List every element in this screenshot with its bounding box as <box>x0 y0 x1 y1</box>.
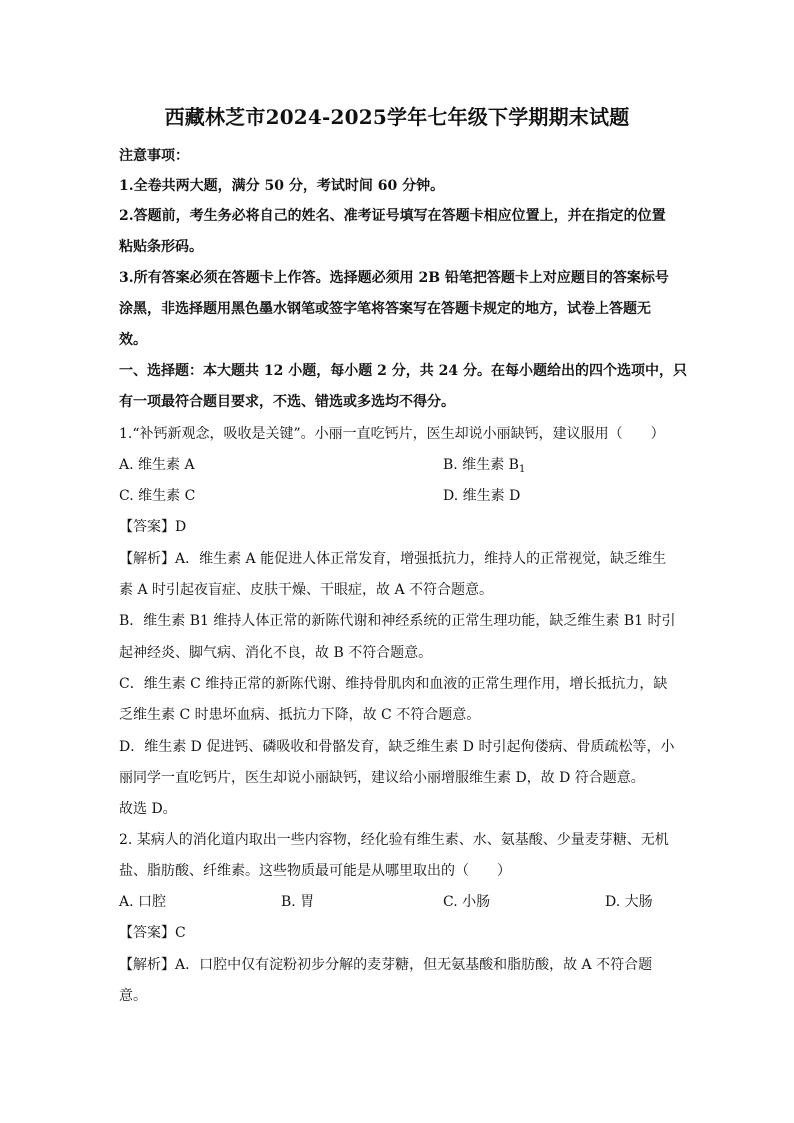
notice-item-3-line-2: 涂黑，非选择题用黑色墨水钢笔或签字笔将答案写在答题卡规定的地方，试卷上答题无 <box>119 301 651 317</box>
question-1-analysis-line: C．维生素 C 维持正常的新陈代谢、维持骨肌肉和血液的正常生理作用，增长抵抗力，缺 <box>119 676 668 692</box>
question-1-analysis-line: D．维生素 D 促进钙、磷吸收和骨骼发育，缺乏维生素 D 时引起佝偻病、骨质疏松等，小 <box>119 739 675 755</box>
question-1-analysis-line: 乏维生素 C 时患坏血病、抵抗力下降，故 C 不符合题意。 <box>119 707 481 723</box>
question-1-option-b: B. 维生素 $B_1$ <box>443 457 526 475</box>
question-2-option-b: B. 胃 <box>281 894 315 910</box>
question-2-option-d: D. 大肠 <box>605 894 653 910</box>
question-2-answer: 【答案】C <box>119 925 186 941</box>
question-1-answer: 【答案】D <box>119 519 187 535</box>
question-1-stem: 1.“补钙新观念，吸收是关键”。小丽一直吃钙片，医生却说小丽缺钙，建议服用（ ） <box>119 426 665 442</box>
question-2-analysis-line: 意。 <box>119 988 147 1004</box>
notice-item-1: 1.全卷共两大题，满分 50 分，考试时间 60 分钟。 <box>119 178 445 194</box>
question-1-option-c: C. 维生素 C <box>119 488 196 504</box>
question-1-option-a: A. 维生素 A <box>119 457 195 473</box>
notice-item-2-line-1: 2.答题前，考生务必将自己的姓名、准考证号填写在答题卡相应位置上，并在指定的位置 <box>119 208 666 224</box>
question-2-analysis-line: 【解析】A．口腔中仅有淀粉初步分解的麦芽糖，但无氨基酸和脂肪酸，故 A 不符合题 <box>119 957 653 973</box>
question-2-option-c: C. 小肠 <box>443 894 491 910</box>
question-1-option-d: D. 维生素 D <box>443 488 521 504</box>
section-heading-line-1: 一、选择题：本大题共 12 小题，每小题 2 分，共 24 分。在每小题给出的四个选项中，只 <box>119 363 687 379</box>
question-1-conclusion: 故选 D。 <box>119 801 177 817</box>
notice-item-2-line-2: 粘贴条形码。 <box>119 239 203 255</box>
notice-item-3-line-1: 3.所有答案必须在答题卡上作答。选择题必须用 2B 铅笔把答题卡上对应题目的答案标号 <box>119 270 669 286</box>
document-title: 西藏林芝市2024-2025学年七年级下学期期末试题 <box>164 105 630 129</box>
notice-item-3-line-3: 效。 <box>119 332 147 348</box>
question-1-analysis-line: 丽同学一直吃钙片，医生却说小丽缺钙，建议给小丽增服维生素 D，故 D 符合题意。 <box>119 770 645 786</box>
question-2-stem-line-2: 盐、脂肪酸、纤维素。这些物质最可能是从哪里取出的（ ） <box>119 863 511 879</box>
question-1-analysis-line: 素 A 时引起夜盲症、皮肤干燥、干眼症，故 A 不符合题意。 <box>119 582 494 598</box>
question-1-analysis-line: 【解析】A．维生素 A 能促进人体正常发育，增强抵抗力，维持人的正常视觉，缺乏维生 <box>119 551 667 567</box>
section-heading-line-2: 有一项最符合题目要求，不选、错选或多选均不得分。 <box>119 394 455 410</box>
question-1-analysis-line: B．维生素 B1 维持人体正常的新陈代谢和神经系统的正常生理功能，缺乏维生素 B1 时引 <box>119 613 676 629</box>
question-1-analysis-line: 起神经炎、脚气病、消化不良，故 B 不符合题意。 <box>119 645 433 661</box>
question-2-option-a: A. 口腔 <box>119 894 167 910</box>
question-2-stem-line-1: 2. 某病人的消化道内取出一些内容物，经化验有维生素、水、氨基酸、少量麦芽糖、无机 <box>119 832 669 848</box>
notice-heading: 注意事项： <box>119 148 189 164</box>
option-b-subscript: 1 <box>518 464 526 475</box>
